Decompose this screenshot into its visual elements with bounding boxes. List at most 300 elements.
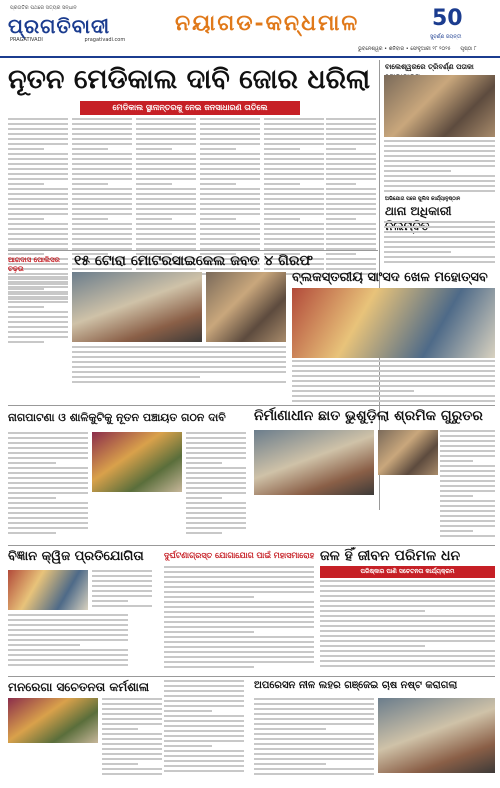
body-text-line [136, 218, 172, 220]
body-text-line [164, 616, 314, 618]
tagline: ପ୍ରଗତିର ପଥରେ ସତ୍ୟର ସନ୍ଧାନ [10, 5, 77, 11]
body-text-line [72, 356, 286, 358]
body-text-line [164, 740, 244, 742]
body-text-line [8, 644, 80, 646]
body-text-line [8, 639, 128, 641]
body-text-line [384, 145, 495, 147]
body-text-line [384, 180, 495, 182]
body-text-line [72, 233, 132, 235]
body-text-line [384, 221, 495, 223]
yoga-headline: ଦୁର୍ଘଟଣାଗ୍ରସ୍ତ ଯୋଗାଯୋଗ ପାଇଁ ମହାସମାରୋହ [164, 550, 315, 560]
body-text-line [326, 263, 376, 265]
body-text-line [164, 666, 254, 668]
body-text-line [8, 502, 88, 504]
body-text-line [72, 376, 200, 378]
crop-destroy-photo [378, 698, 495, 773]
body-text-line [326, 193, 376, 195]
body-text-line [72, 243, 132, 245]
body-text-line [136, 188, 196, 190]
body-text-line [8, 276, 68, 278]
panchayat-text-1 [8, 432, 88, 537]
body-text-line [384, 226, 495, 228]
body-text-line [8, 286, 68, 288]
body-text-line [384, 140, 495, 142]
mnrega-photo [8, 698, 98, 743]
body-text-line [384, 190, 495, 192]
body-text-line [292, 390, 414, 392]
body-text-line [292, 395, 495, 397]
body-text-line [164, 661, 314, 663]
body-text-line [164, 730, 244, 732]
body-text-line [102, 768, 162, 770]
body-text-line [72, 173, 132, 175]
body-text-line [136, 203, 196, 205]
body-text-line [264, 148, 300, 150]
body-text-line [72, 381, 286, 383]
body-text-line [320, 585, 495, 587]
body-text-line [136, 128, 196, 130]
dateline [358, 46, 476, 52]
body-text-line [8, 253, 44, 255]
panchayat-headline: ନାଗପାଟଣା ଓ ଶାଳିକୁଟିକୁ ନୂତନ ପଞ୍ଚାୟତ ଗଠନ ଦାବି [8, 411, 226, 424]
body-text-line [186, 432, 246, 434]
body-text-line [320, 605, 495, 607]
mnrega-headline: ମନରେଗା ସଚେତନତା କର୍ମଶାଳା [8, 680, 150, 694]
body-text-line [320, 660, 495, 662]
body-text-line [186, 452, 246, 454]
body-text-line [72, 361, 286, 363]
body-text-line [186, 507, 246, 509]
body-text-line [72, 238, 132, 240]
body-text-line [264, 208, 324, 210]
body-text-line [164, 586, 314, 588]
body-text-line [8, 522, 88, 524]
body-text-line [72, 371, 286, 373]
body-text-line [8, 341, 44, 343]
body-text-line [254, 708, 374, 710]
body-text-line [164, 750, 244, 752]
body-text-line [8, 153, 68, 155]
body-text-line [292, 375, 495, 377]
body-text-line [136, 168, 196, 170]
body-text-line [164, 646, 314, 648]
body-text-line [8, 208, 68, 210]
body-text-line [440, 485, 495, 487]
seized-bikes-photo [72, 272, 202, 342]
body-text-line [8, 168, 68, 170]
body-text-line [8, 472, 88, 474]
date-text: ଭୁବନେଶ୍ୱର • ଶନିବାର • ଫେବୃଆରୀ ୨୮ ୨୦୨୫ [358, 46, 451, 52]
ganja-headline: ୧୫ ଟୋରା ମୋଟରସାଇକେଲ ଜବତ ୪ ଗିରଫ [74, 253, 313, 269]
body-text-line [164, 631, 254, 633]
body-text-line [200, 153, 260, 155]
body-text-line [320, 625, 495, 627]
lead-column-6 [326, 118, 376, 278]
body-text-line [440, 475, 495, 477]
body-text-line [326, 213, 376, 215]
body-text-line [8, 527, 88, 529]
body-text-line [292, 385, 495, 387]
body-text-line [72, 228, 132, 230]
body-text-line [164, 656, 314, 658]
body-text-line [320, 615, 495, 617]
body-text-line [136, 243, 196, 245]
body-text-line [384, 261, 495, 263]
body-text-line [264, 128, 324, 130]
body-text-line [136, 163, 196, 165]
body-text-line [326, 183, 356, 185]
masthead [0, 0, 500, 54]
body-text-line [186, 532, 222, 534]
body-text-line [72, 153, 132, 155]
body-text-line [136, 133, 196, 135]
body-text-line [164, 725, 244, 727]
body-text-line [8, 306, 44, 308]
panchayat-photo [92, 432, 182, 492]
body-text-line [254, 738, 374, 740]
body-text-line [254, 703, 374, 705]
body-text-line [254, 743, 374, 745]
arrested-men-photo [206, 272, 286, 342]
body-text-line [164, 641, 314, 643]
body-text-line [136, 153, 196, 155]
body-text-line [292, 400, 495, 402]
body-text-line [384, 241, 495, 243]
ganja-text [8, 276, 68, 346]
body-text-line [264, 233, 324, 235]
body-text-line [326, 158, 376, 160]
lead-headline: ନୂତନ ମେଡିକାଲ ଦାବି ଜୋର ଧରିଲା [8, 64, 371, 95]
body-text-line [186, 492, 246, 494]
body-text-line [200, 158, 260, 160]
body-text-line [8, 517, 88, 519]
body-text-line [92, 590, 152, 592]
body-text-line [136, 193, 196, 195]
body-text-line [440, 465, 495, 467]
body-text-line [164, 680, 244, 682]
body-text-line [326, 228, 376, 230]
body-text-line [72, 193, 132, 195]
body-text-line [200, 208, 260, 210]
body-text-line [326, 188, 376, 190]
body-text-line [200, 128, 260, 130]
body-text-line [200, 133, 260, 135]
body-text-line [264, 183, 300, 185]
body-text-line [8, 659, 128, 661]
body-text-line [292, 360, 495, 362]
body-text-line [440, 510, 495, 512]
body-text-line [320, 595, 495, 597]
body-text-line [102, 758, 162, 760]
body-text-line [8, 487, 88, 489]
hostel-text [440, 430, 495, 540]
body-text-line [136, 158, 196, 160]
body-text-line [92, 575, 152, 577]
body-text-line [200, 183, 236, 185]
body-text-line [8, 492, 88, 494]
section-rule-2 [8, 405, 495, 406]
body-text-line [254, 773, 374, 775]
right-top-headline: ବାଲେଶ୍ୱରରେ ତ୍ରିବର୍ଣ୍ଣ ପତାକା [385, 62, 474, 71]
body-text-line [136, 123, 196, 125]
body-text-line [440, 430, 495, 432]
body-text-line [8, 301, 68, 303]
body-text-line [254, 763, 326, 765]
quiz-photo [8, 570, 88, 610]
body-text-line [384, 165, 495, 167]
body-text-line [264, 198, 324, 200]
body-text-line [200, 193, 260, 195]
body-text-line [264, 243, 324, 245]
body-text-line [326, 138, 376, 140]
body-text-line [186, 512, 246, 514]
body-text-line [8, 467, 88, 469]
body-text-line [200, 178, 260, 180]
body-text-line [102, 738, 162, 740]
body-text-line [186, 517, 246, 519]
body-text-line [8, 331, 68, 333]
body-text-line [440, 515, 495, 517]
body-text-line [164, 765, 244, 767]
body-text-line [164, 695, 244, 697]
body-text-line [8, 326, 68, 328]
yoga-text [164, 566, 314, 671]
body-text-line [8, 624, 128, 626]
body-text-line [200, 228, 260, 230]
body-text-line [264, 188, 324, 190]
body-text-line [200, 198, 260, 200]
anniversary-logo: 50 [432, 6, 463, 31]
body-text-line [264, 158, 324, 160]
body-text-line [186, 522, 246, 524]
body-text-line [440, 525, 495, 527]
sports-festival-photo [292, 288, 495, 358]
body-text-line [254, 713, 374, 715]
body-text-line [264, 238, 324, 240]
body-text-line [92, 580, 152, 582]
body-text-line [384, 246, 495, 248]
body-text-line [164, 606, 314, 608]
newspaper-logo: ପ୍ରଗତିବାଦୀ [8, 14, 111, 38]
body-text-line [72, 118, 132, 120]
body-text-line [200, 123, 260, 125]
body-text-line [164, 715, 244, 717]
section-rule [8, 250, 378, 251]
body-text-line [200, 243, 260, 245]
quiz-text-side [92, 570, 152, 610]
body-text-line [8, 437, 88, 439]
ganja-kicker: ଆଗଦାସ ପୋଲିସର ଚଢ଼ଉ [8, 256, 60, 273]
body-text-line [264, 138, 324, 140]
body-text-line [164, 636, 314, 638]
body-text-line [136, 233, 196, 235]
body-text-line [92, 585, 152, 587]
body-text-line [72, 158, 132, 160]
body-text-line [72, 178, 132, 180]
body-text-line [8, 188, 68, 190]
body-text-line [320, 610, 425, 612]
body-text-line [384, 256, 495, 258]
body-text-line [72, 346, 286, 348]
body-text-line [72, 218, 108, 220]
body-text-line [72, 208, 132, 210]
body-text-line [440, 455, 495, 457]
body-text-line [164, 755, 244, 757]
section-rule-4 [8, 676, 495, 677]
body-text-line [8, 143, 68, 145]
collapsed-roof-photo [254, 430, 374, 495]
body-text-line [8, 447, 88, 449]
body-text-line [164, 566, 314, 568]
lead-subhead: ମେଡିକାଲ ସ୍ଥାନାନ୍ତରକୁ ନେଇ ଜନସାଧାରଣ ତାତିଲେ [80, 101, 300, 115]
body-text-line [440, 480, 495, 482]
body-text-line [440, 520, 495, 522]
body-text-line [102, 718, 162, 720]
body-text-line [8, 213, 68, 215]
body-text-line [186, 482, 246, 484]
body-text-line [326, 253, 356, 255]
body-text-line [8, 233, 68, 235]
body-text-line [186, 477, 246, 479]
page-number: ପୃଷ୍ଠା ୮ [460, 46, 477, 52]
body-text-line [102, 723, 162, 725]
body-text-line [8, 281, 68, 283]
body-text-line [72, 213, 132, 215]
body-text-line [8, 228, 68, 230]
panchayat-text-2 [186, 432, 246, 537]
body-text-line [136, 138, 196, 140]
body-text-line [136, 213, 196, 215]
body-text-line [264, 218, 300, 220]
body-text-line [186, 442, 246, 444]
body-text-line [164, 581, 314, 583]
body-text-line [8, 316, 68, 318]
logo-latin: PRAGATIVADI [10, 37, 43, 43]
body-text-line [8, 128, 68, 130]
body-text-line [200, 223, 260, 225]
right-top-text [384, 140, 495, 195]
body-text-line [164, 705, 244, 707]
body-text-line [254, 758, 374, 760]
body-text-line [92, 570, 152, 572]
body-text-line [440, 445, 495, 447]
body-text-line [136, 238, 196, 240]
body-text-line [254, 753, 374, 755]
body-text-line [200, 138, 260, 140]
body-text-line [440, 470, 495, 472]
body-text-line [164, 735, 244, 737]
body-text-line [72, 133, 132, 135]
body-text-line [102, 743, 162, 745]
body-text-line [8, 291, 68, 293]
body-text-line [8, 457, 88, 459]
body-text-line [72, 351, 286, 353]
body-text-line [326, 133, 376, 135]
body-text-line [440, 435, 495, 437]
body-text-line [200, 213, 260, 215]
body-text-line [8, 198, 68, 200]
body-text-line [440, 535, 495, 537]
body-text-line [8, 183, 44, 185]
body-text-line [292, 370, 495, 372]
body-text-line [102, 748, 162, 750]
body-text-line [92, 600, 128, 602]
body-text-line [326, 168, 376, 170]
body-text-line [186, 502, 246, 504]
body-text-line [8, 452, 88, 454]
body-text-line [186, 447, 246, 449]
body-text-line [264, 213, 324, 215]
body-text-line [164, 770, 244, 772]
body-text-line [200, 218, 236, 220]
body-text-line [164, 710, 212, 712]
body-text-line [164, 760, 244, 762]
body-text-line [102, 763, 138, 765]
body-text-line [186, 437, 246, 439]
body-text-line [164, 626, 314, 628]
body-text-line [254, 728, 326, 730]
body-text-line [326, 208, 376, 210]
body-text-line [320, 650, 495, 652]
body-text-line [8, 163, 68, 165]
body-text-line [200, 168, 260, 170]
body-text-line [264, 193, 324, 195]
body-text-line [136, 178, 196, 180]
body-text-line [8, 203, 68, 205]
body-text-line [320, 590, 495, 592]
body-text-line [326, 118, 376, 120]
body-text-line [384, 160, 495, 162]
body-text-line [440, 505, 495, 507]
body-text-line [440, 450, 495, 452]
body-text-line [326, 233, 376, 235]
rally-photo [384, 75, 495, 137]
body-text-line [8, 442, 88, 444]
body-text-line [8, 619, 128, 621]
body-text-line [8, 311, 68, 313]
crop-text [254, 698, 374, 778]
body-text-line [102, 703, 162, 705]
body-text-line [326, 173, 376, 175]
body-text-line [320, 630, 495, 632]
body-text-line [8, 654, 128, 656]
body-text-line [164, 601, 314, 603]
body-text-line [440, 490, 495, 492]
body-text-line [264, 228, 324, 230]
right-mid-kicker: ଅଭିଯୋଗ ପରେ ପୁଲିସ କାର୍ଯ୍ୟାନୁଷ୍ଠାନ [385, 196, 461, 202]
body-text-line [164, 690, 244, 692]
body-text-line [136, 118, 196, 120]
body-text-line [8, 123, 68, 125]
body-text-line [164, 720, 244, 722]
body-text-line [8, 138, 68, 140]
body-text-line [164, 591, 314, 593]
body-text-line [136, 198, 196, 200]
body-text-line [164, 745, 212, 747]
body-text-line [72, 203, 132, 205]
body-text-line [136, 148, 172, 150]
body-text-line [384, 170, 451, 172]
body-text-line [384, 185, 495, 187]
body-text-line [440, 460, 473, 462]
body-text-line [8, 497, 56, 499]
body-text-line [164, 611, 314, 613]
body-text-line [102, 773, 162, 775]
quiz-text [8, 614, 128, 672]
body-text-line [384, 251, 451, 253]
body-text-line [72, 183, 108, 185]
body-text-line [164, 576, 314, 578]
